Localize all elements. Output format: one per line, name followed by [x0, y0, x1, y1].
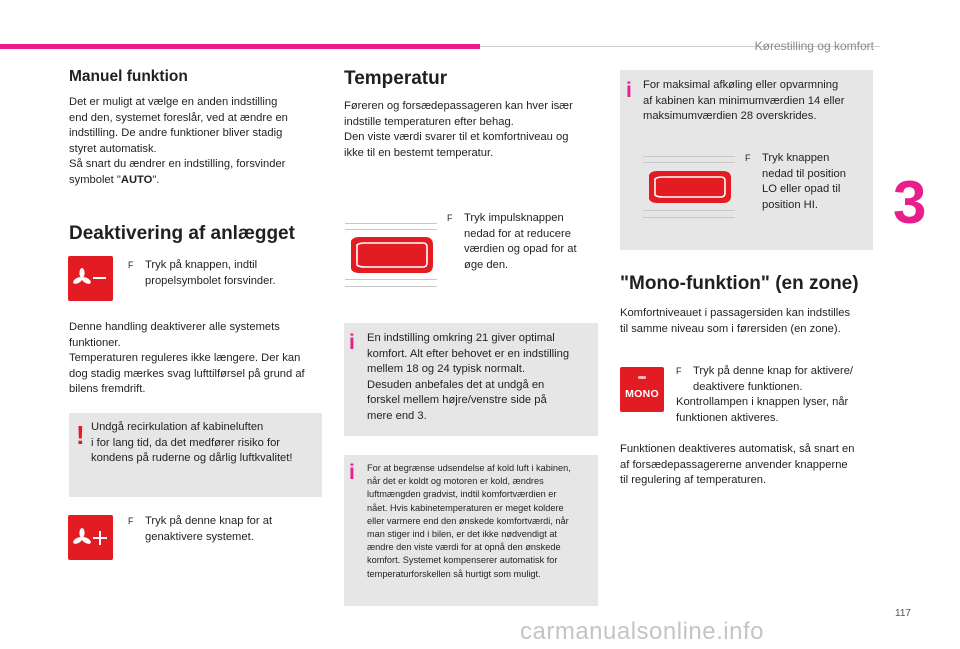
- fan-on-button[interactable]: [68, 515, 113, 560]
- temperature-control-illustration-2: [643, 150, 735, 230]
- chapter-number: 3: [893, 169, 927, 236]
- section-title-temperature: Temperatur: [344, 68, 448, 89]
- page-number: 117: [895, 608, 911, 619]
- mono-indicator-lamp: [638, 376, 646, 379]
- info-max-text: For maksimal afkøling eller opvarmning af kabinen kan minimumværdien 14 eller maksimumværdien 28 overskrides.: [643, 79, 845, 122]
- mono-step: F Tryk på denne knap for aktivere/ deaktivere funktionen.: [676, 365, 854, 393]
- fan-minus-icon: [68, 256, 113, 301]
- info-cold-air-text: For at begrænse udsendelse af kold luft i kabinen, når det er koldt og motoren er kold, ændres luftmængden gradvist, indtil komfortværdien er nået. Hvis kabinetemperaturen er meget koldere eller varmere end den ønskede komfortværdi, når man stiger ind i bilen, er det ikke nødvendigt at ændre den viste værdi for at opnå den ønskede komfort. Systemet kompenserer automatisk for temperaturforskellen så hurtigt som muligt.: [367, 463, 571, 579]
- header-accent-bar: [0, 44, 480, 49]
- mono-button[interactable]: [620, 367, 664, 412]
- warning-icon: !: [76, 420, 85, 450]
- temperature-control-illustration: [345, 215, 437, 295]
- lo-hi-step: F Tryk knappen nedad til position LO eller opad til position HI.: [745, 152, 846, 211]
- chapter-title: Kørestilling og komfort: [754, 39, 874, 53]
- section-title-mono: "Mono-funktion" (en zone): [620, 273, 859, 294]
- info-icon: i: [349, 331, 355, 354]
- deact-paragraph: Denne handling deaktiverer alle systemets funktioner. Temperaturen reguleres ikke længere. Der kan dog stadig mærkes svag lufttilførsel på grund af bilens fremdrift.: [69, 321, 305, 395]
- deact-step-1: F Tryk på knappen, indtil propelsymbolet forsvinder.: [128, 259, 276, 287]
- manual-paragraph: Det er muligt at vælge en anden indstilling end den, systemet foreslår, ved at ændre en indstilling. De andre funktioner bliver stadig styret automatisk. Så snart du ændrer en indstilling, forsvinder symbolet "AUTO".: [69, 96, 288, 186]
- mono-lamp-text: Kontrollampen i knappen lyser, når funktionen aktiveres.: [676, 396, 849, 424]
- info-icon: i: [626, 79, 632, 102]
- temperature-paragraph: Føreren og forsædepassageren kan hver især indstille temperaturen efter behag. Den viste værdi svarer til et komfortniveau og ikke til en bestemt temperatur.: [344, 100, 573, 159]
- info-icon: i: [349, 461, 355, 484]
- mono-paragraph: Komfortniveauet i passagersiden kan indstilles til samme niveau som i førersiden (en zone).: [620, 307, 851, 335]
- warning-text: Undgå recirkulation af kabineluften i for lang tid, da det medfører risiko for kondens på ruderne og dårlig luftkvalitet!: [91, 421, 293, 464]
- mono-button-label: MONO: [625, 388, 659, 400]
- mono-deactivation-paragraph: Funktionen deaktiveres automatisk, så snart en af forsædepassagererne anvender knapperne til regulering af temperaturen.: [620, 443, 855, 486]
- section-title-deactivation: Deaktivering af anlægget: [69, 223, 295, 244]
- deact-step-2: F Tryk på denne knap for at genaktivere systemet.: [128, 515, 273, 543]
- temperature-step: F Tryk impulsknappen nedad for at reducere værdien og opad for at øge den.: [447, 212, 577, 271]
- section-title-manual: Manuel funktion: [69, 68, 188, 85]
- temperature-rocker-icon[interactable]: [345, 235, 437, 275]
- info-comfort-text: En indstilling omkring 21 giver optimal komfort. Alt efter behovet er en indstilling mellem 18 og 24 typisk normalt. Desuden anbefales det at undgå en forskel mellem højre/venstre side på mere end 3.: [367, 332, 570, 422]
- fan-plus-icon: [68, 515, 113, 560]
- fan-off-button[interactable]: [68, 256, 113, 301]
- temperature-rocker-icon[interactable]: [643, 170, 735, 204]
- watermark: carmanualsonline.info: [520, 618, 764, 645]
